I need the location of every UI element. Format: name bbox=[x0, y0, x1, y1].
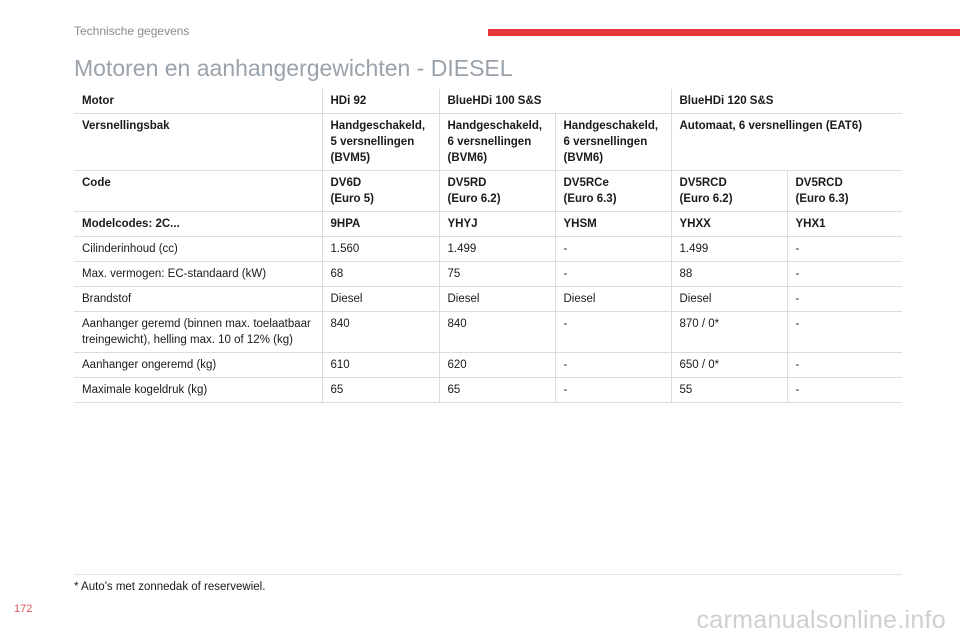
section-label: Technische gegevens bbox=[74, 24, 190, 38]
table-row bbox=[74, 262, 902, 287]
cell: 55 bbox=[671, 378, 787, 403]
row-label: Aanhanger ongeremd (kg) bbox=[74, 353, 322, 378]
cell: Handgeschakeld, 5 versnellingen (BVM5) bbox=[322, 114, 439, 171]
table-row bbox=[74, 312, 902, 353]
page-title: Motoren en aanhangergewichten - DIESEL bbox=[74, 55, 513, 81]
cell: YHXX bbox=[671, 212, 787, 237]
cell: HDi 92 bbox=[322, 89, 439, 114]
cell bbox=[555, 171, 671, 212]
cell: Diesel bbox=[671, 287, 787, 312]
cell: Diesel bbox=[322, 287, 439, 312]
cell: 650 / 0* bbox=[671, 353, 787, 378]
cell: - bbox=[787, 353, 902, 378]
euro-norm: (Euro 6.3) bbox=[795, 193, 849, 205]
cell: 65 bbox=[322, 378, 439, 403]
cell: 88 bbox=[671, 262, 787, 287]
table-row bbox=[74, 287, 902, 312]
cell: YHSM bbox=[555, 212, 671, 237]
watermark: carmanualsonline.info bbox=[696, 606, 946, 634]
table-row-motor bbox=[74, 89, 902, 114]
cell: BlueHDi 100 S&S bbox=[439, 89, 671, 114]
euro-norm: (Euro 6.2) bbox=[447, 193, 501, 205]
row-label: Cilinderinhoud (cc) bbox=[74, 237, 322, 262]
table-row bbox=[74, 378, 902, 403]
row-label: Max. vermogen: EC-standaard (kW) bbox=[74, 262, 322, 287]
code-value: DV5RCD bbox=[679, 177, 727, 189]
table-row bbox=[74, 237, 902, 262]
cell: 620 bbox=[439, 353, 555, 378]
cell: - bbox=[555, 378, 671, 403]
cell: 840 bbox=[439, 312, 555, 353]
cell: Automaat, 6 versnellingen (EAT6) bbox=[671, 114, 902, 171]
cell: 75 bbox=[439, 262, 555, 287]
cell bbox=[671, 171, 787, 212]
cell: 840 bbox=[322, 312, 439, 353]
table-row-code bbox=[74, 171, 902, 212]
row-label: Aanhanger geremd (binnen max. toelaatbaar treingewicht), helling max. 10 of 12% (kg) bbox=[74, 312, 322, 353]
cell: - bbox=[555, 237, 671, 262]
euro-norm: (Euro 6.3) bbox=[563, 193, 617, 205]
row-label: Brandstof bbox=[74, 287, 322, 312]
code-value: DV5RCD bbox=[795, 177, 843, 189]
cell: - bbox=[787, 312, 902, 353]
cell: - bbox=[787, 287, 902, 312]
row-label: Versnellingsbak bbox=[74, 114, 322, 171]
cell: - bbox=[555, 262, 671, 287]
cell: YHYJ bbox=[439, 212, 555, 237]
page-number: 172 bbox=[14, 603, 33, 615]
footnote-divider bbox=[74, 574, 902, 575]
cell: BlueHDi 120 S&S bbox=[671, 89, 902, 114]
row-label: Modelcodes: 2C... bbox=[74, 212, 322, 237]
table-row-gearbox bbox=[74, 114, 902, 171]
euro-norm: (Euro 6.2) bbox=[679, 193, 733, 205]
footnote: * Auto's met zonnedak of reservewiel. bbox=[74, 581, 266, 593]
header-accent-bar bbox=[488, 29, 960, 36]
cell: 1.499 bbox=[671, 237, 787, 262]
cell bbox=[322, 171, 439, 212]
cell bbox=[439, 171, 555, 212]
specs-table bbox=[74, 89, 902, 403]
row-label: Maximale kogeldruk (kg) bbox=[74, 378, 322, 403]
cell: 68 bbox=[322, 262, 439, 287]
code-value: DV5RD bbox=[447, 177, 487, 189]
cell: - bbox=[555, 353, 671, 378]
cell: - bbox=[555, 312, 671, 353]
cell: 1.560 bbox=[322, 237, 439, 262]
cell: 870 / 0* bbox=[671, 312, 787, 353]
euro-norm: (Euro 5) bbox=[330, 193, 374, 205]
cell: Handgeschakeld, 6 versnellingen (BVM6) bbox=[555, 114, 671, 171]
row-label: Code bbox=[74, 171, 322, 212]
cell: - bbox=[787, 378, 902, 403]
cell: Handgeschakeld, 6 versnellingen (BVM6) bbox=[439, 114, 555, 171]
cell: 610 bbox=[322, 353, 439, 378]
table-row bbox=[74, 353, 902, 378]
cell: Diesel bbox=[555, 287, 671, 312]
cell: - bbox=[787, 237, 902, 262]
cell: Diesel bbox=[439, 287, 555, 312]
cell: 65 bbox=[439, 378, 555, 403]
cell: 9HPA bbox=[322, 212, 439, 237]
cell: 1.499 bbox=[439, 237, 555, 262]
table-row-modelcodes bbox=[74, 212, 902, 237]
row-label: Motor bbox=[74, 89, 322, 114]
code-value: DV5RCe bbox=[563, 177, 609, 189]
cell: YHX1 bbox=[787, 212, 902, 237]
cell bbox=[787, 171, 902, 212]
cell: - bbox=[787, 262, 902, 287]
code-value: DV6D bbox=[330, 177, 362, 189]
